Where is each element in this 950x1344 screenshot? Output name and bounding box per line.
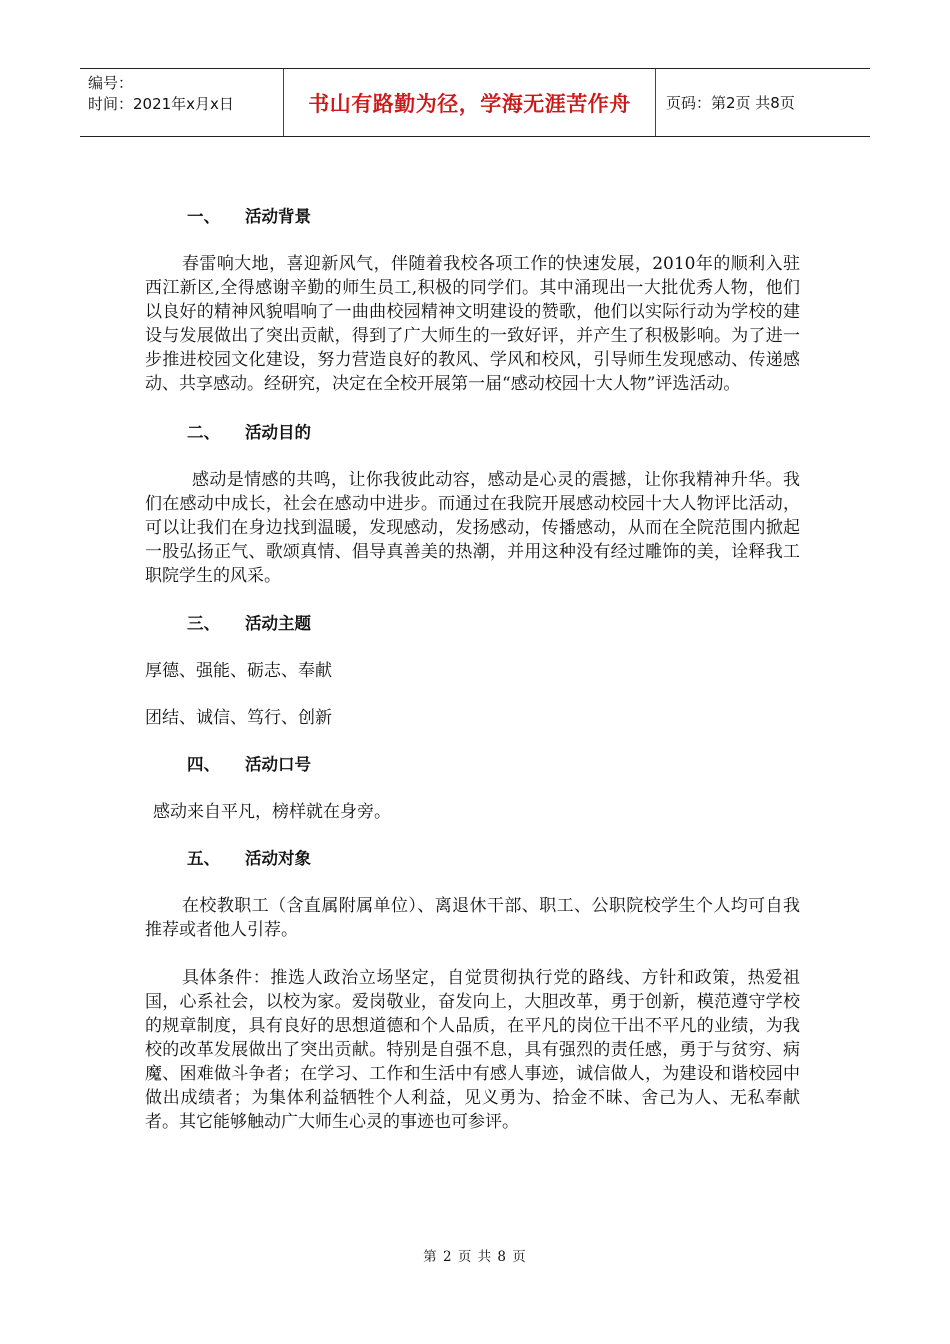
section-number: 三、 bbox=[187, 614, 220, 633]
section-number: 二、 bbox=[187, 423, 220, 442]
document-number-label: 编号： bbox=[88, 74, 134, 92]
document-date-label: 时间：2021年x月x日 bbox=[88, 95, 234, 113]
document-body bbox=[145, 205, 800, 1134]
section-title: 活动口号 bbox=[245, 755, 311, 774]
background-paragraph: 春雷响大地，喜迎新风气，伴随着我校各项工作的快速发展，2010年的顺利入驻西江新区,全得感谢辛勤的师生员工,积极的同学们。其中涌现出一大批优秀人物，他们以良好的精神风貌唱响了一曲曲校园精神文明建设的赞歌，他们以实际行动为学校的建设与发展做出了突出贡献，得到了广大师生的一致好评，并产生了积极影响。为了进一步推进校园文化建设，努力营造良好的教风、学风和校风，引导师生发现感动、传递感动、共享感动。经研究，决定在全校开展第一届“感动校园十大人物”评选活动。 bbox=[145, 254, 800, 394]
page-header bbox=[80, 68, 870, 137]
section-title: 活动对象 bbox=[245, 849, 311, 868]
conditions-paragraph: 具体条件：推选人政治立场坚定，自觉贯彻执行党的路线、方针和政策，热爱祖国，心系社会，以校为家。爱岗敬业，奋发向上，大胆改革，勇于创新，模范遵守学校的规章制度，具有良好的思想道德和个人品质，在平凡的岗位干出不平凡的业绩，为我校的改革发展做出了突出贡献。特别是自强不息，具有强烈的责任感，勇于与贫穷、病魔、困难做斗争者；在学习、工作和生活中有感人事迹，诚信做人，为建设和谐校园中做出成绩者；为集体利益牺牲个人利益，见义勇为、拾金不昧、舍己为人、无私奉献者。其它能够触动广大师生心灵的事迹也可参评。 bbox=[145, 968, 800, 1132]
section-number: 四、 bbox=[187, 755, 220, 774]
theme-line-2: 团结、诚信、笃行、创新 bbox=[145, 708, 332, 728]
header-meta bbox=[80, 69, 283, 136]
section-heading-slogan bbox=[145, 753, 800, 777]
section-title: 活动背景 bbox=[245, 207, 311, 226]
header-page-number: 页码：第2页 共8页 bbox=[666, 94, 795, 112]
slogan-text: 感动来自平凡，榜样就在身旁。 bbox=[153, 802, 391, 822]
section-heading-theme bbox=[145, 612, 800, 636]
section-title: 活动主题 bbox=[245, 614, 311, 633]
header-motto: 书山有路勤为径，学海无涯苦作舟 bbox=[283, 69, 656, 136]
purpose-paragraph: 感动是情感的共鸣，让你我彼此动容，感动是心灵的震撼，让你我精神升华。我们在感动中成长，社会在感动中进步。而通过在我院开展感动校园十大人物评比活动，可以让我们在身边找到温暖，发现感动，发扬感动，传播感动，从而在全院范围内掀起一股弘扬正气、歌颂真情、倡导真善美的热潮，并用这种没有经过雕饰的美，诠释我工职院学生的风采。 bbox=[145, 470, 800, 586]
page-footer: 第 2 页 共 8 页 bbox=[423, 1249, 527, 1265]
section-title: 活动目的 bbox=[245, 423, 311, 442]
section-heading-targets bbox=[145, 847, 800, 871]
section-heading-purpose bbox=[145, 421, 800, 445]
theme-line-1: 厚德、强能、砺志、奉献 bbox=[145, 661, 332, 681]
targets-paragraph: 在校教职工（含直属附属单位）、离退休干部、职工、公职院校学生个人均可自我推荐或者他人引荐。 bbox=[145, 896, 800, 940]
section-heading-background bbox=[145, 205, 800, 229]
section-number: 五、 bbox=[187, 849, 220, 868]
section-number: 一、 bbox=[187, 207, 220, 226]
